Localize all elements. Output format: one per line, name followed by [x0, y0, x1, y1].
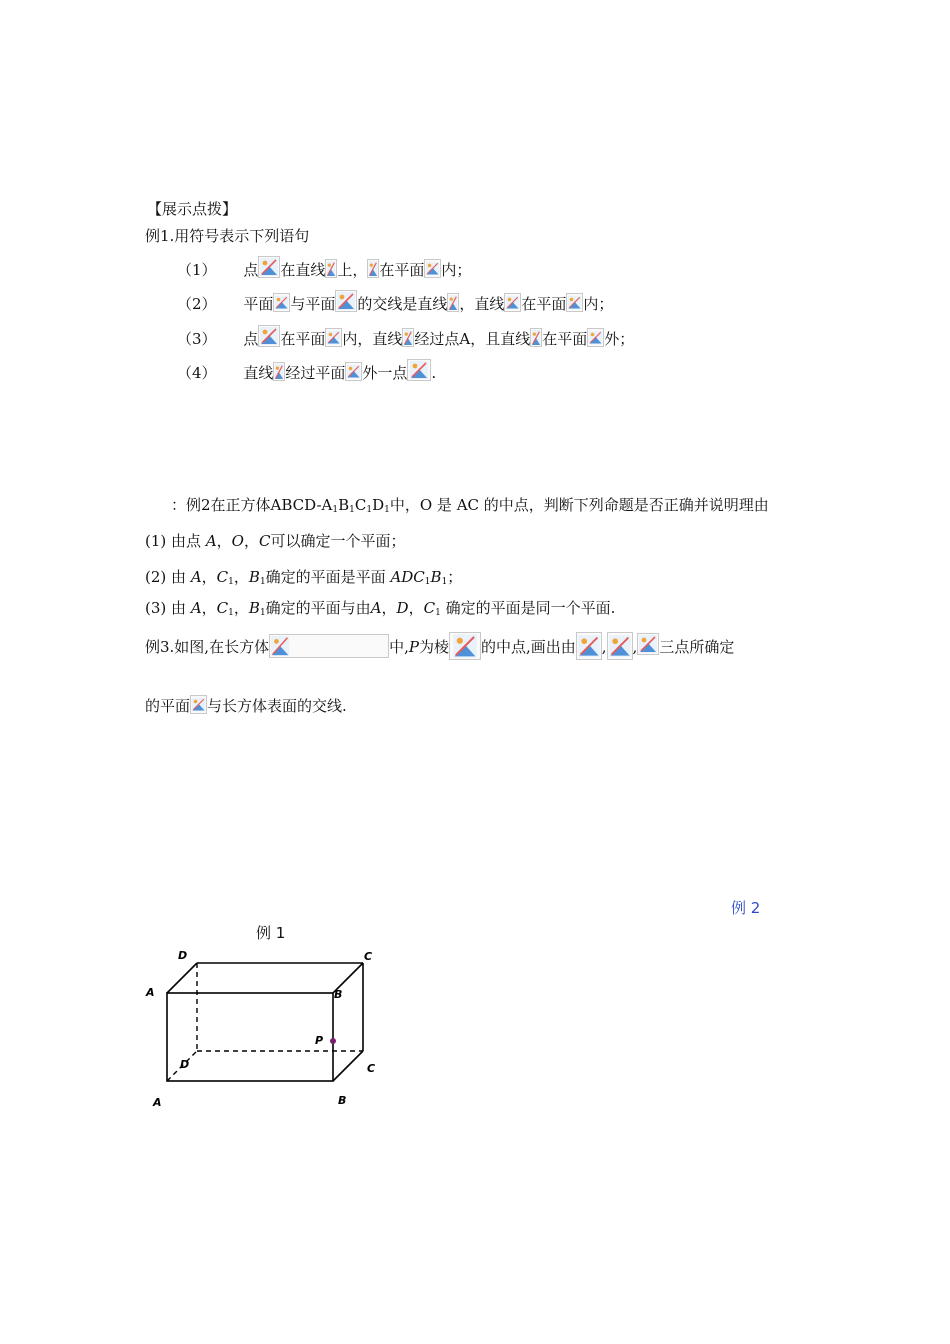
ex2-question-1: [145, 530, 406, 552]
formula-image-icon: [325, 328, 342, 347]
item-number: （2）: [177, 295, 217, 313]
text: ：例2在正方体ABCD-A: [171, 496, 333, 514]
example-1-title: 例1.用符号表示下列语句: [145, 227, 310, 245]
var: A: [190, 568, 202, 586]
ex1-item-4: [177, 359, 436, 384]
formula-image-icon: [367, 259, 379, 278]
subscript: 1: [228, 577, 234, 587]
formula-image-icon: [576, 632, 602, 660]
item-number: （3）: [177, 330, 217, 348]
var: P: [408, 638, 419, 656]
text: ，: [233, 568, 249, 586]
point-p: [330, 1038, 336, 1044]
text: 点: [243, 261, 259, 279]
var: C: [216, 599, 229, 617]
text: 平面: [243, 295, 274, 313]
text: 三点所确定: [659, 638, 735, 656]
formula-image-icon: [335, 290, 357, 312]
item-number: （1）: [177, 261, 217, 279]
text: ，: [243, 532, 259, 550]
formula-image-icon: [637, 633, 659, 655]
text: 确定的平面是同一个平面.: [440, 599, 616, 617]
subscript: 1: [259, 608, 266, 618]
formula-image-icon: [607, 632, 633, 660]
item-number: （4）: [177, 364, 217, 382]
text: 在平面: [280, 330, 326, 348]
label-d-top: D: [178, 949, 188, 962]
var: C: [259, 532, 271, 550]
text: 的交线是直线: [357, 295, 448, 313]
item-number: (2): [145, 568, 167, 586]
formula-image-icon: [447, 293, 459, 312]
edge: [167, 963, 197, 993]
subscript: 1: [435, 608, 441, 618]
formula-image-icon: [402, 328, 414, 347]
text: 可以确定一个平面；: [270, 532, 406, 550]
formula-image-icon: [269, 634, 389, 658]
text: 经过点A，且直线: [414, 330, 531, 348]
var: B: [248, 568, 260, 586]
ex2-question-2: [145, 566, 462, 593]
formula-image-icon: [530, 328, 542, 347]
formula-image-icon: [587, 328, 604, 347]
formula-image-icon: [273, 362, 285, 381]
text: 由: [171, 599, 191, 617]
text: 中，O 是 AC 的中点，判断下列命题是否正确并说明理由: [389, 496, 769, 514]
text: ，: [216, 532, 232, 550]
label-b-top: B: [334, 988, 343, 1001]
text: ，直线: [459, 295, 505, 313]
var: A: [190, 599, 202, 617]
ex1-item-3: [177, 325, 634, 350]
formula-image-icon: [449, 632, 481, 660]
label-a-top: A: [146, 986, 155, 999]
var: B: [430, 568, 442, 586]
cuboid-diagram: [140, 940, 400, 1120]
figure-caption-ex2: 例 2: [731, 899, 761, 917]
text: 在平面: [379, 261, 425, 279]
subscript: 1: [441, 577, 448, 587]
subscript: 1: [366, 505, 373, 515]
front-face: [167, 993, 333, 1081]
subscript: 1: [349, 505, 355, 515]
ex1-item-1: [177, 256, 471, 281]
text: 确定的平面是平面: [265, 568, 391, 586]
item-number: (3): [145, 599, 167, 617]
formula-image-icon: [407, 359, 431, 381]
text: 由点: [171, 532, 206, 550]
text: ，: [201, 568, 217, 586]
var: B: [248, 599, 260, 617]
formula-image-icon: [190, 695, 207, 714]
text: ，: [201, 599, 217, 617]
formula-image-icon: [424, 259, 441, 278]
var: C: [216, 568, 229, 586]
ex1-item-2: [177, 290, 613, 315]
subscript: 1: [259, 577, 266, 587]
section-heading: 【展示点拨】: [147, 200, 238, 218]
text: B: [338, 496, 350, 514]
text: 直线: [243, 364, 274, 382]
text: C: [354, 496, 367, 514]
text: 由: [171, 568, 191, 586]
subscript: 1: [384, 505, 390, 515]
text: 在平面: [521, 295, 567, 313]
var: C: [423, 599, 436, 617]
text: 外；: [604, 330, 635, 348]
label-a-bottom: A: [153, 1096, 162, 1109]
label-c-top: C: [364, 950, 373, 963]
var: A: [205, 532, 217, 550]
label-c-bottom: C: [367, 1062, 376, 1075]
example-2-statement: [171, 494, 769, 521]
label-b-bottom: B: [338, 1094, 347, 1107]
text: 外一点: [362, 364, 408, 382]
text: 经过平面: [285, 364, 346, 382]
subscript: 1: [228, 608, 234, 618]
text: 在直线: [280, 261, 326, 279]
text: 中,: [389, 638, 409, 656]
text: ，: [408, 599, 424, 617]
text: D: [372, 496, 385, 514]
figure-caption-ex1: 例 1: [256, 924, 286, 942]
var: O: [231, 532, 244, 550]
text: 的平面: [145, 697, 191, 715]
ex2-question-3: [145, 597, 615, 624]
text: 确定的平面与由: [265, 599, 371, 617]
text: ,: [601, 638, 607, 656]
text: 为棱: [418, 638, 449, 656]
label-p: P: [315, 1034, 324, 1047]
text: ；: [447, 568, 463, 586]
formula-image-icon: [258, 325, 280, 347]
text: 的中点,画出由: [480, 638, 576, 656]
example-3-line-2: [145, 695, 347, 717]
example-3-line-1: [145, 632, 734, 660]
var: A: [370, 599, 382, 617]
text: ，: [381, 599, 397, 617]
text: 在平面: [542, 330, 588, 348]
var: ADC: [390, 568, 425, 586]
label-d-bottom: D: [180, 1058, 190, 1071]
text: 内，直线: [342, 330, 403, 348]
text: ,: [632, 638, 638, 656]
text: .: [431, 364, 437, 382]
text: 与平面: [290, 295, 336, 313]
text: 内；: [583, 295, 614, 313]
formula-image-icon: [504, 293, 521, 312]
subscript: 1: [332, 505, 339, 515]
item-number: (1): [145, 532, 167, 550]
text: 点: [243, 330, 259, 348]
formula-image-icon: [325, 259, 337, 278]
text: 内；: [441, 261, 472, 279]
subscript: 1: [424, 577, 431, 587]
var: D: [396, 599, 409, 617]
formula-image-icon: [345, 362, 362, 381]
formula-image-icon: [258, 256, 280, 278]
formula-image-icon: [566, 293, 583, 312]
text: ，: [233, 599, 249, 617]
formula-image-icon: [273, 293, 290, 312]
text: 例3.如图,在长方体: [145, 638, 270, 656]
text: 上，: [337, 261, 368, 279]
text: 与长方体表面的交线.: [207, 697, 347, 715]
edge: [333, 1051, 363, 1081]
